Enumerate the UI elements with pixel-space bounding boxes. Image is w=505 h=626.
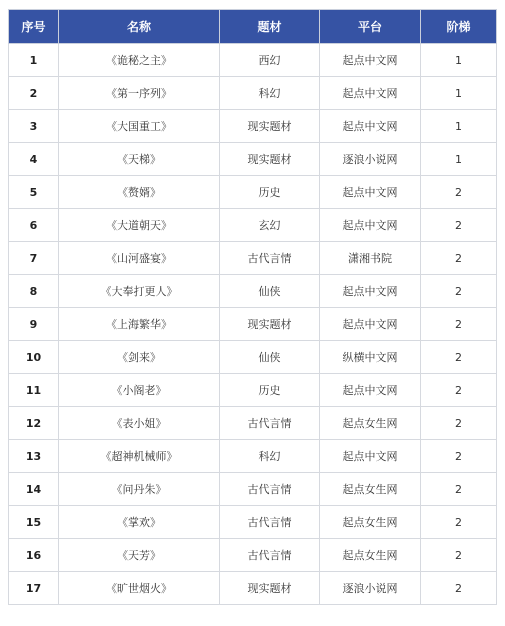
cell-genre: 古代言情 (220, 407, 320, 440)
cell-tier: 1 (421, 44, 497, 77)
cell-tier: 2 (421, 275, 497, 308)
table-row (9, 176, 497, 209)
cell-tier: 2 (421, 473, 497, 506)
table-row (9, 374, 497, 407)
header-genre: 题材 (220, 10, 320, 44)
cell-title: 《大奉打更人》 (59, 275, 220, 308)
table-row (9, 341, 497, 374)
cell-genre: 现实题材 (220, 572, 320, 605)
cell-genre: 古代言情 (220, 473, 320, 506)
cell-title: 《表小姐》 (59, 407, 220, 440)
cell-tier: 2 (421, 341, 497, 374)
cell-tier: 1 (421, 77, 497, 110)
table-row (9, 275, 497, 308)
cell-tier: 2 (421, 572, 497, 605)
cell-title: 《大国重工》 (59, 110, 220, 143)
cell-title: 《天梯》 (59, 143, 220, 176)
cell-seq: 12 (9, 407, 59, 440)
cell-genre: 西幻 (220, 44, 320, 77)
cell-tier: 2 (421, 176, 497, 209)
cell-platform: 逐浪小说网 (320, 143, 421, 176)
cell-title: 《第一序列》 (59, 77, 220, 110)
cell-tier: 2 (421, 308, 497, 341)
table-row (9, 506, 497, 539)
cell-seq: 10 (9, 341, 59, 374)
cell-seq: 9 (9, 308, 59, 341)
cell-tier: 2 (421, 209, 497, 242)
cell-seq: 5 (9, 176, 59, 209)
cell-title: 《问丹朱》 (59, 473, 220, 506)
cell-seq: 1 (9, 44, 59, 77)
cell-tier: 2 (421, 440, 497, 473)
cell-title: 《诡秘之主》 (59, 44, 220, 77)
cell-platform: 起点中文网 (320, 308, 421, 341)
table-row (9, 143, 497, 176)
cell-genre: 科幻 (220, 440, 320, 473)
cell-seq: 11 (9, 374, 59, 407)
cell-platform: 起点女生网 (320, 407, 421, 440)
table-row (9, 242, 497, 275)
cell-platform: 逐浪小说网 (320, 572, 421, 605)
cell-genre: 历史 (220, 374, 320, 407)
cell-seq: 7 (9, 242, 59, 275)
table-row (9, 473, 497, 506)
cell-platform: 起点女生网 (320, 473, 421, 506)
table-row (9, 44, 497, 77)
cell-seq: 17 (9, 572, 59, 605)
cell-genre: 玄幻 (220, 209, 320, 242)
cell-seq: 8 (9, 275, 59, 308)
cell-platform: 起点中文网 (320, 275, 421, 308)
table-row (9, 572, 497, 605)
cell-tier: 2 (421, 374, 497, 407)
table-row (9, 539, 497, 572)
cell-platform: 起点中文网 (320, 374, 421, 407)
cell-seq: 2 (9, 77, 59, 110)
cell-title: 《超神机械师》 (59, 440, 220, 473)
table-row (9, 209, 497, 242)
cell-title: 《掌欢》 (59, 506, 220, 539)
cell-genre: 现实题材 (220, 110, 320, 143)
header-platform: 平台 (320, 10, 421, 44)
table-row (9, 77, 497, 110)
cell-genre: 科幻 (220, 77, 320, 110)
cell-tier: 2 (421, 242, 497, 275)
cell-title: 《旷世烟火》 (59, 572, 220, 605)
cell-platform: 纵横中文网 (320, 341, 421, 374)
table-row (9, 110, 497, 143)
cell-title: 《天芳》 (59, 539, 220, 572)
cell-genre: 仙侠 (220, 341, 320, 374)
cell-tier: 1 (421, 143, 497, 176)
cell-genre: 古代言情 (220, 539, 320, 572)
cell-title: 《剑来》 (59, 341, 220, 374)
cell-seq: 16 (9, 539, 59, 572)
cell-platform: 起点中文网 (320, 209, 421, 242)
novel-ranking-table (8, 9, 497, 605)
cell-genre: 历史 (220, 176, 320, 209)
cell-genre: 现实题材 (220, 308, 320, 341)
cell-seq: 15 (9, 506, 59, 539)
cell-tier: 2 (421, 506, 497, 539)
cell-genre: 现实题材 (220, 143, 320, 176)
cell-platform: 起点中文网 (320, 176, 421, 209)
novel-ranking-table-container (8, 9, 496, 605)
cell-platform: 起点女生网 (320, 506, 421, 539)
cell-seq: 6 (9, 209, 59, 242)
cell-title: 《山河盛宴》 (59, 242, 220, 275)
cell-title: 《赘婿》 (59, 176, 220, 209)
cell-platform: 潇湘书院 (320, 242, 421, 275)
cell-title: 《大道朝天》 (59, 209, 220, 242)
header-title: 名称 (59, 10, 220, 44)
table-row (9, 440, 497, 473)
cell-seq: 3 (9, 110, 59, 143)
cell-tier: 1 (421, 110, 497, 143)
header-seq: 序号 (9, 10, 59, 44)
cell-title: 《小阁老》 (59, 374, 220, 407)
cell-tier: 2 (421, 539, 497, 572)
cell-seq: 14 (9, 473, 59, 506)
cell-tier: 2 (421, 407, 497, 440)
cell-platform: 起点中文网 (320, 440, 421, 473)
cell-seq: 13 (9, 440, 59, 473)
table-header (9, 10, 497, 44)
cell-seq: 4 (9, 143, 59, 176)
cell-platform: 起点中文网 (320, 77, 421, 110)
cell-platform: 起点女生网 (320, 539, 421, 572)
table-body (9, 44, 497, 605)
cell-genre: 古代言情 (220, 242, 320, 275)
cell-genre: 仙侠 (220, 275, 320, 308)
cell-title: 《上海繁华》 (59, 308, 220, 341)
table-row (9, 308, 497, 341)
header-tier: 阶梯 (421, 10, 497, 44)
cell-genre: 古代言情 (220, 506, 320, 539)
cell-platform: 起点中文网 (320, 110, 421, 143)
header-row (9, 10, 497, 44)
table-row (9, 407, 497, 440)
cell-platform: 起点中文网 (320, 44, 421, 77)
